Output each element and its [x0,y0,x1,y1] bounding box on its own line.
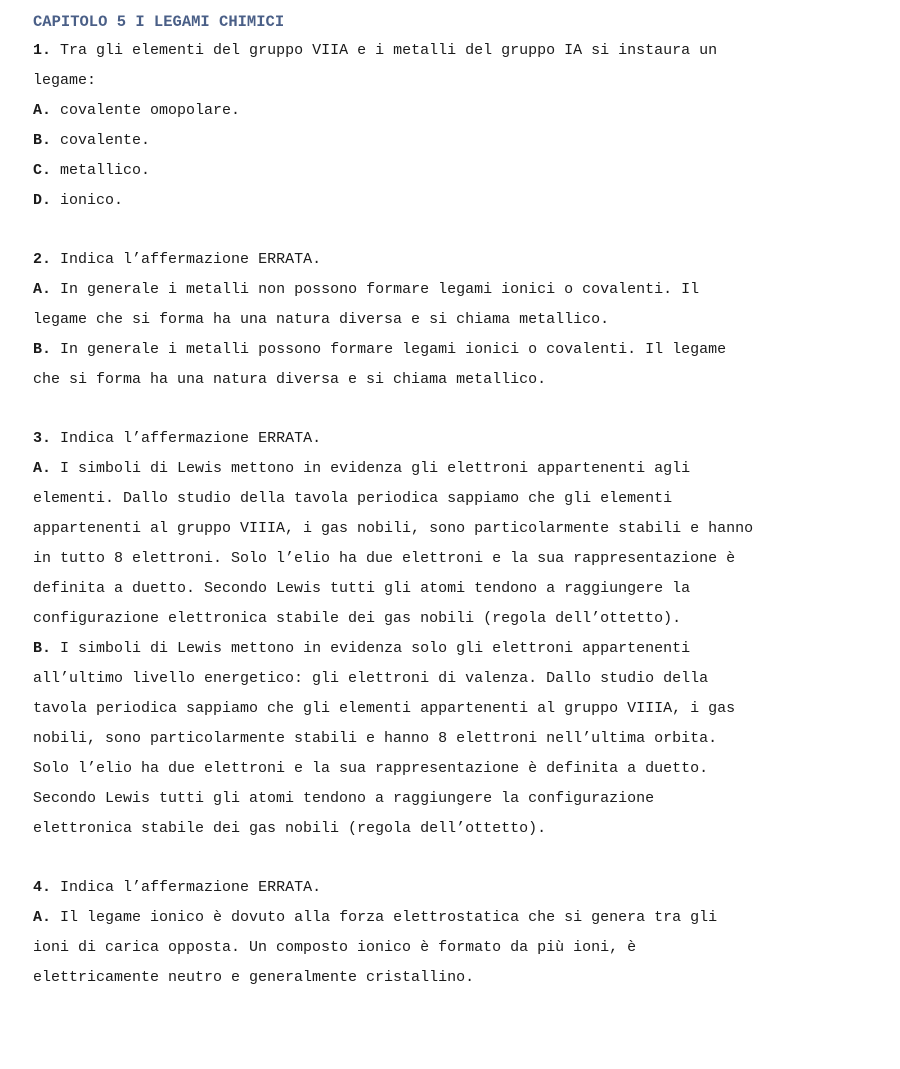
option-text: tavola periodica sappiamo che gli elementi appartenenti al gruppo VIIIA, i gas [33,700,736,717]
question-list [33,36,853,993]
question-4 [33,873,853,993]
option-letter: A. [33,281,52,298]
answer-option-line [33,933,853,963]
answer-option-line [33,96,853,126]
option-letter: B. [33,341,52,358]
answer-option-line [33,963,853,993]
question-stem-text: Tra gli elementi del gruppo VIIA e i metalli del gruppo IA si instaura un [60,42,718,59]
question-stem-line [33,36,853,66]
option-text: metallico. [60,162,151,179]
answer-option-line [33,365,853,395]
option-text: ioni di carica opposta. Un composto ionico è formato da più ioni, è [33,939,637,956]
option-text: Secondo Lewis tutti gli atomi tendono a raggiungere la configurazione [33,790,655,807]
option-text: I simboli di Lewis mettono in evidenza gli elettroni appartenenti agli [60,460,691,477]
answer-option-line [33,126,853,156]
question-spacer [33,216,853,245]
question-spacer [33,395,853,424]
question-spacer [33,844,853,873]
option-letter: D. [33,192,52,209]
answer-option-line [33,814,853,844]
option-letter: C. [33,162,52,179]
question-stem-text: Indica l’affermazione ERRATA. [60,430,322,447]
answer-option-line [33,454,853,484]
option-text: legame che si forma ha una natura diversa e si chiama metallico. [33,311,610,328]
question-stem-text: Indica l’affermazione ERRATA. [60,879,322,896]
question-stem-line [33,424,853,454]
answer-option-line [33,275,853,305]
answer-option-line [33,156,853,186]
question-2 [33,245,853,395]
option-letter: A. [33,460,52,477]
chapter-title: CAPITOLO 5 I LEGAMI CHIMICI [33,13,285,31]
option-text: In generale i metalli possono formare legami ionici o covalenti. Il legame [60,341,727,358]
answer-option-line [33,186,853,216]
question-number: 2. [33,251,52,268]
option-text: nobili, sono particolarmente stabili e hanno 8 elettroni nell’ultima orbita. [33,730,718,747]
option-letter: A. [33,909,52,926]
question-stem-text: legame: [33,72,97,89]
answer-option-line [33,544,853,574]
document-page [33,8,853,993]
question-3 [33,424,853,844]
option-text: ionico. [60,192,124,209]
option-text: in tutto 8 elettroni. Solo l’elio ha due elettroni e la sua rappresentazione è [33,550,736,567]
option-text: appartenenti al gruppo VIIIA, i gas nobili, sono particolarmente stabili e hanno [33,520,754,537]
option-text: all’ultimo livello energetico: gli elettroni di valenza. Dallo studio della [33,670,709,687]
option-text: definita a duetto. Secondo Lewis tutti gli atomi tendono a raggiungere la [33,580,691,597]
answer-option-line [33,903,853,933]
option-text: configurazione elettronica stabile dei gas nobili (regola dell’ottetto). [33,610,682,627]
option-text: In generale i metalli non possono formare legami ionici o covalenti. Il [60,281,700,298]
answer-option-line [33,754,853,784]
answer-option-line [33,724,853,754]
question-stem-text: Indica l’affermazione ERRATA. [60,251,322,268]
option-text: che si forma ha una natura diversa e si chiama metallico. [33,371,547,388]
question-stem-line [33,873,853,903]
option-text: covalente omopolare. [60,102,241,119]
option-text: elettricamente neutro e generalmente cristallino. [33,969,475,986]
option-text: Solo l’elio ha due elettroni e la sua rappresentazione è definita a duetto. [33,760,709,777]
question-stem-line [33,245,853,275]
option-letter: A. [33,102,52,119]
question-number: 4. [33,879,52,896]
answer-option-line [33,604,853,634]
question-stem-line [33,66,853,96]
answer-option-line [33,664,853,694]
option-letter: B. [33,132,52,149]
option-text: elettronica stabile dei gas nobili (regola dell’ottetto). [33,820,547,837]
answer-option-line [33,335,853,365]
option-text: covalente. [60,132,151,149]
question-1 [33,36,853,216]
option-letter: B. [33,640,52,657]
answer-option-line [33,634,853,664]
answer-option-line [33,784,853,814]
answer-option-line [33,514,853,544]
answer-option-line [33,694,853,724]
option-text: elementi. Dallo studio della tavola periodica sappiamo che gli elementi [33,490,673,507]
answer-option-line [33,484,853,514]
option-text: Il legame ionico è dovuto alla forza elettrostatica che si genera tra gli [60,909,718,926]
option-text: I simboli di Lewis mettono in evidenza solo gli elettroni appartenenti [60,640,691,657]
question-number: 1. [33,42,52,59]
answer-option-line [33,305,853,335]
question-number: 3. [33,430,52,447]
answer-option-line [33,574,853,604]
